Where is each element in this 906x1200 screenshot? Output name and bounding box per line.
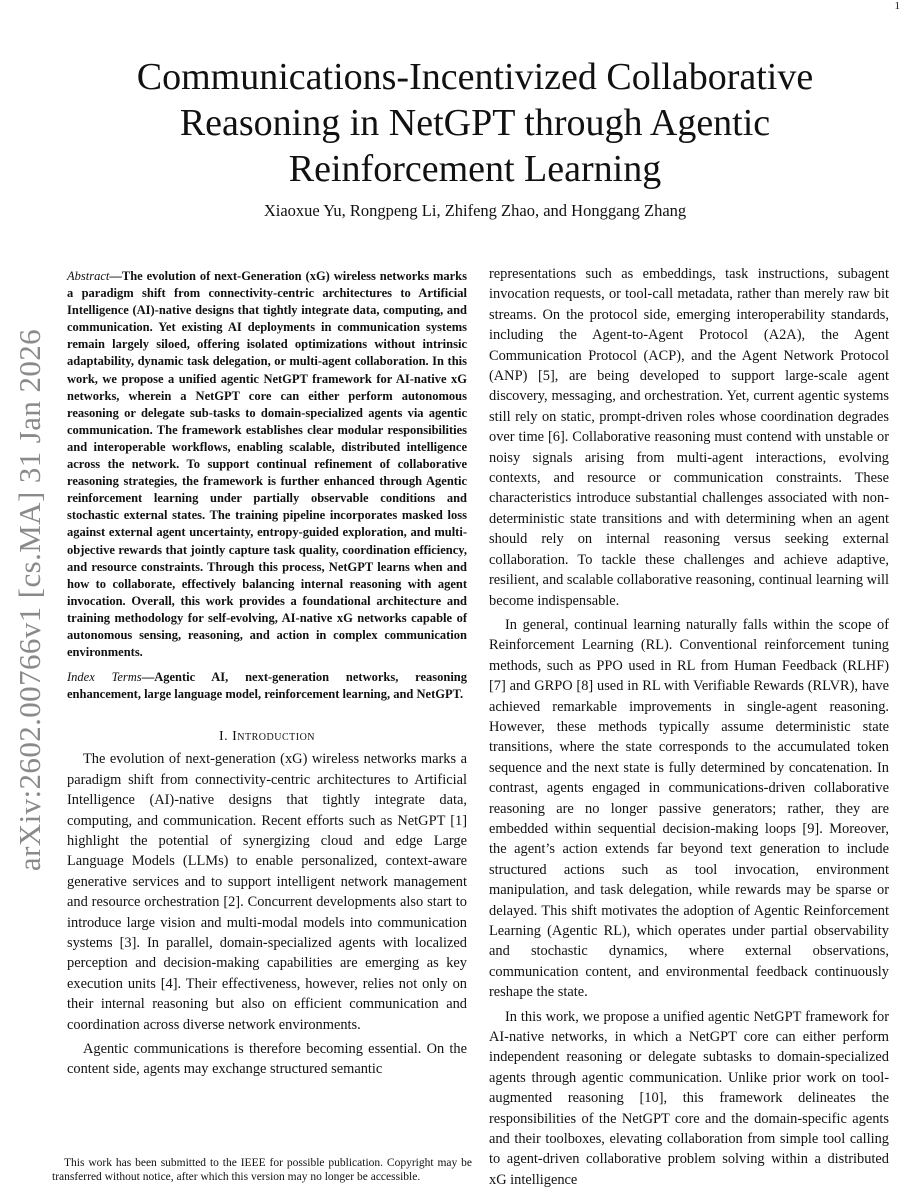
- abstract: [67, 268, 467, 661]
- body-paragraph: In general, continual learning naturally falls within the scope of Reinforcement Learning (RL). Conventional reinforcement tuning methods, such as PPO used in RL from Human Feedback (RLHF) [7] and GRPO [8] used in RL with Verifiable Rewards (RLVR), have achieved remarkable improvements in single-agent reasoning. However, these methods typically assume deterministic state transitions, where the state corresponds to the accumulated token sequence and the next state is fully determined by concatenation. In contrast, agents engaged in communications-driven collaborative reasoning are no longer passive generators; rather, they are embedded within sequential decision-making loops [9]. Moreover, the agent’s action extends far beyond text generation to include structured actions such as tool invocation, environment manipulation, and task delegation, while rewards may be sparse or delayed. This shift motivates the adoption of Agentic Reinforcement Learning (Agentic RL), which operates under partial observability and stochastic dynamics, where external observations, communication content, and environmental feedback continuously reshape the state.: [489, 616, 889, 1001]
- index-terms: [67, 669, 467, 703]
- body-paragraph: The evolution of next-generation (xG) wireless networks marks a paradigm shift from connectivity-centric architectures to Artificial Intelligence (AI)-native designs that tightly integrate data, computing, and communication. Recent efforts such as NetGPT [1] highlight the potential of synergizing cloud and edge Large Language Models (LLMs) to enable personalized, context-aware generative services and to support intelligent network management and resource orchestration [2]. Concurrent developments also start to introduce large vision and multi-modal models into communication systems [3]. In parallel, domain-specialized agents with localized perception and decision-making capabilities are emerging as key execution units [4]. Their effectiveness, however, relies not only on their internal reasoning but also on efficient communication and coordination across diverse network environments.: [67, 751, 467, 1033]
- body-paragraph: Agentic communications is therefore becoming essential. On the content side, agents may exchange structured semantic: [67, 1041, 467, 1078]
- footnote: This work has been submitted to the IEEE for possible publication. Copyright may be transferred without notice, after which this version may no longer be accessible.: [52, 1157, 472, 1183]
- left-column: [67, 268, 467, 1080]
- paper-title: Communications-Incentivized Collaborative Reasoning in NetGPT through Agentic Reinforcement Learning: [136, 56, 814, 190]
- body-paragraph: representations such as embeddings, task instructions, subagent invocation requests, or tool-call metadata, rather than merely raw bit streams. On the protocol side, emerging interoperability standards, including the Agent-to-Agent Protocol (A2A), the Agent Communication Protocol (ACP), and the Agent Network Protocol (ANP) [5], are being developed to support large-scale agent discovery, messaging, and orchestration. Yet, current agentic systems still rely on static, prompt-driven roles whose coordination degrades over time [6]. Collaborative reasoning must contend with unstable or noisy signals arising from multi-agent interactions, evolving contexts, and resource or communication constraints. These characteristics introduce substantial challenges associated with non-deterministic state transitions and with determining when an agent should rely on internal reasoning versus seeking external collaboration. To tackle these challenges and achieve adaptive, resilient, and scalable collaborative reasoning, continual learning will become indispensable.: [489, 266, 890, 609]
- abstract-text: —The evolution of next-Generation (xG) wireless networks marks a paradigm shift from connectivity-centric architectures to Artificial Intelligence (AI)-native designs that tightly integrate data, computing, and communication. Yet existing AI deployments in communication systems remain largely siloed, offering isolated optimizations without intrinsic adaptability, dynamic task delegation, or multi-agent collaboration. In this work, we propose a unified agentic NetGPT framework for AI-native xG networks, wherein a NetGPT core can either perform autonomous reasoning or delegate sub-tasks to domain-specialized agents via agentic communication. The framework establishes clear modular responsibilities and interoperable workflows, enabling scalable, distributed intelligence across the network. To support continual refinement of collaborative reasoning strategies, the framework is further enhanced through Agentic reinforcement learning under partially observable conditions and stochastic external states. The training pipeline incorporates masked loss against external agent uncertainty, entropy-guided exploration, and multi-objective rewards that jointly capture task quality, coordination efficiency, and resource constraints. Through this process, NetGPT learns when and how to collaborate, effectively balancing internal reasoning with agent invocation. Overall, this work provides a foundational architecture and training methodology for self-evolving, AI-native xG networks capable of autonomous sensing, reasoning, and action in complex communication environments.: [67, 269, 467, 660]
- right-column: [489, 264, 889, 1190]
- section-heading-introduction: I. Introduction: [218, 729, 316, 745]
- index-terms-text: —Agentic AI, next-generation networks, reasoning enhancement, large language model, reinforcement learning, and NetGPT.: [67, 670, 467, 702]
- abstract-lead: Abstract: [67, 269, 110, 283]
- body-paragraph: In this work, we propose a unified agentic NetGPT framework for AI-native networks, in which a NetGPT core can either perform independent reasoning or delegate subtasks to domain-specialized agents through agentic communication. Unlike prior work on tool-augmented reasoning [10], this framework delineates the responsibilities of the NetGPT core and the domain-specific agents and their toolboxes, elevating collaboration from simple tool calling to agent-driven collaborative problem solving within a distributed xG intelligence: [489, 1008, 889, 1188]
- page-number: 1: [894, 0, 900, 12]
- arxiv-stamp: arXiv:2602.00766v1 [cs.MA] 31 Jan 2026: [12, 328, 47, 872]
- authors: Xiaoxue Yu, Rongpeng Li, Zhifeng Zhao, and Honggang Zhang: [263, 201, 687, 220]
- index-terms-lead: Index Terms: [67, 670, 142, 685]
